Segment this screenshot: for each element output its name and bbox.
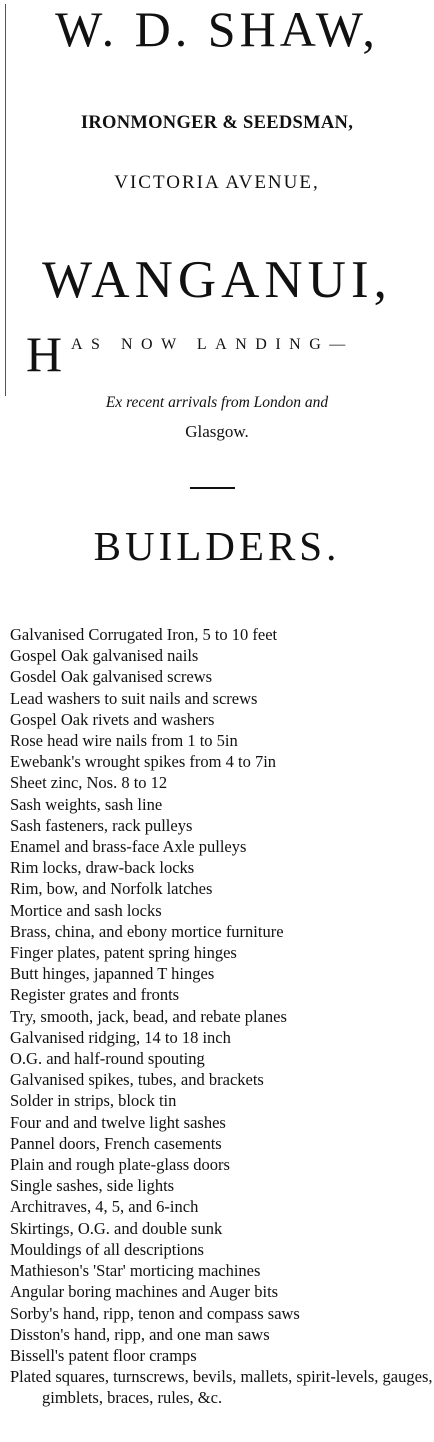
list-item: Sorby's hand, ripp, tenon and compass saws <box>10 1303 300 1323</box>
list-item: Finger plates, patent spring hinges <box>10 943 237 963</box>
column-rule <box>5 4 6 396</box>
list-item: Disston's hand, ripp, and one man saws <box>10 1324 270 1344</box>
list-item: Pannel doors, French casements <box>10 1133 222 1153</box>
list-item: Lead washers to suit nails and screws <box>10 688 258 708</box>
merchant-name: W. D. SHAW, <box>55 1 379 57</box>
arrivals-note: Ex recent arrivals from London and <box>105 394 329 411</box>
list-item: Solder in strips, block tin <box>10 1091 177 1111</box>
landing-text: AS NOW LANDING— <box>71 336 354 353</box>
item-list <box>10 624 434 1408</box>
list-item: Ewebank's wrought spikes from 4 to 7in <box>10 752 277 772</box>
list-item: Sash fasteners, rack pulleys <box>10 815 193 835</box>
list-item: Try, smooth, jack, bead, and rebate planes <box>10 1006 287 1026</box>
list-item: Bissell's patent floor cramps <box>10 1345 197 1365</box>
list-item: Four and and twelve light sashes <box>10 1112 226 1132</box>
list-item: Register grates and fronts <box>10 985 180 1005</box>
list-item: Angular boring machines and Auger bits <box>10 1282 279 1302</box>
list-item: Rim locks, draw-back locks <box>10 858 195 878</box>
list-item: Butt hinges, japanned T hinges <box>10 964 215 984</box>
list-item: Gospel Oak galvanised nails <box>10 646 199 666</box>
list-item: Sheet zinc, Nos. 8 to 12 <box>10 773 168 793</box>
list-item: Gospel Oak rivets and washers <box>10 709 215 729</box>
merchant-street: VICTORIA AVENUE, <box>114 172 320 193</box>
list-item: Skirtings, O.G. and double sunk <box>10 1218 223 1238</box>
list-item: Galvanised spikes, tubes, and brackets <box>10 1070 264 1090</box>
list-item: O.G. and half-round spouting <box>10 1049 205 1069</box>
merchant-town: WANGANUI, <box>42 251 392 309</box>
section-divider <box>190 487 235 489</box>
list-item: Mathieson's 'Star' morticing machines <box>10 1261 261 1281</box>
section-heading: BUILDERS. <box>93 523 341 569</box>
list-item: Enamel and brass-face Axle pulleys <box>10 837 247 857</box>
list-item: Brass, china, and ebony mortice furniture <box>10 921 284 941</box>
list-item: Gosdel Oak galvanised screws <box>10 667 213 687</box>
list-item: Galvanised ridging, 14 to 18 inch <box>10 1027 231 1047</box>
list-item: Single sashes, side lights <box>10 1176 175 1196</box>
list-item: Plated squares, turnscrews, bevils, mallets, spirit-levels, gauges, gimblets, braces, rules, &c. <box>10 1367 433 1408</box>
list-item: Galvanised Corrugated Iron, 5 to 10 feet <box>10 625 278 644</box>
list-item: Mouldings of all descriptions <box>10 1239 204 1259</box>
list-item: Rim, bow, and Norfolk latches <box>10 879 213 899</box>
list-item: Plain and rough plate-glass doors <box>10 1155 230 1175</box>
list-item: Sash weights, sash line <box>10 794 163 814</box>
landing-drop-cap: H <box>26 326 63 382</box>
list-item: Mortice and sash locks <box>10 900 162 920</box>
arrivals-port: Glasgow. <box>185 422 249 441</box>
list-item: Rose head wire nails from 1 to 5in <box>10 731 238 751</box>
merchant-trade: IRONMONGER & SEEDSMAN, <box>80 113 354 133</box>
list-item: Architraves, 4, 5, and 6-inch <box>10 1197 199 1217</box>
